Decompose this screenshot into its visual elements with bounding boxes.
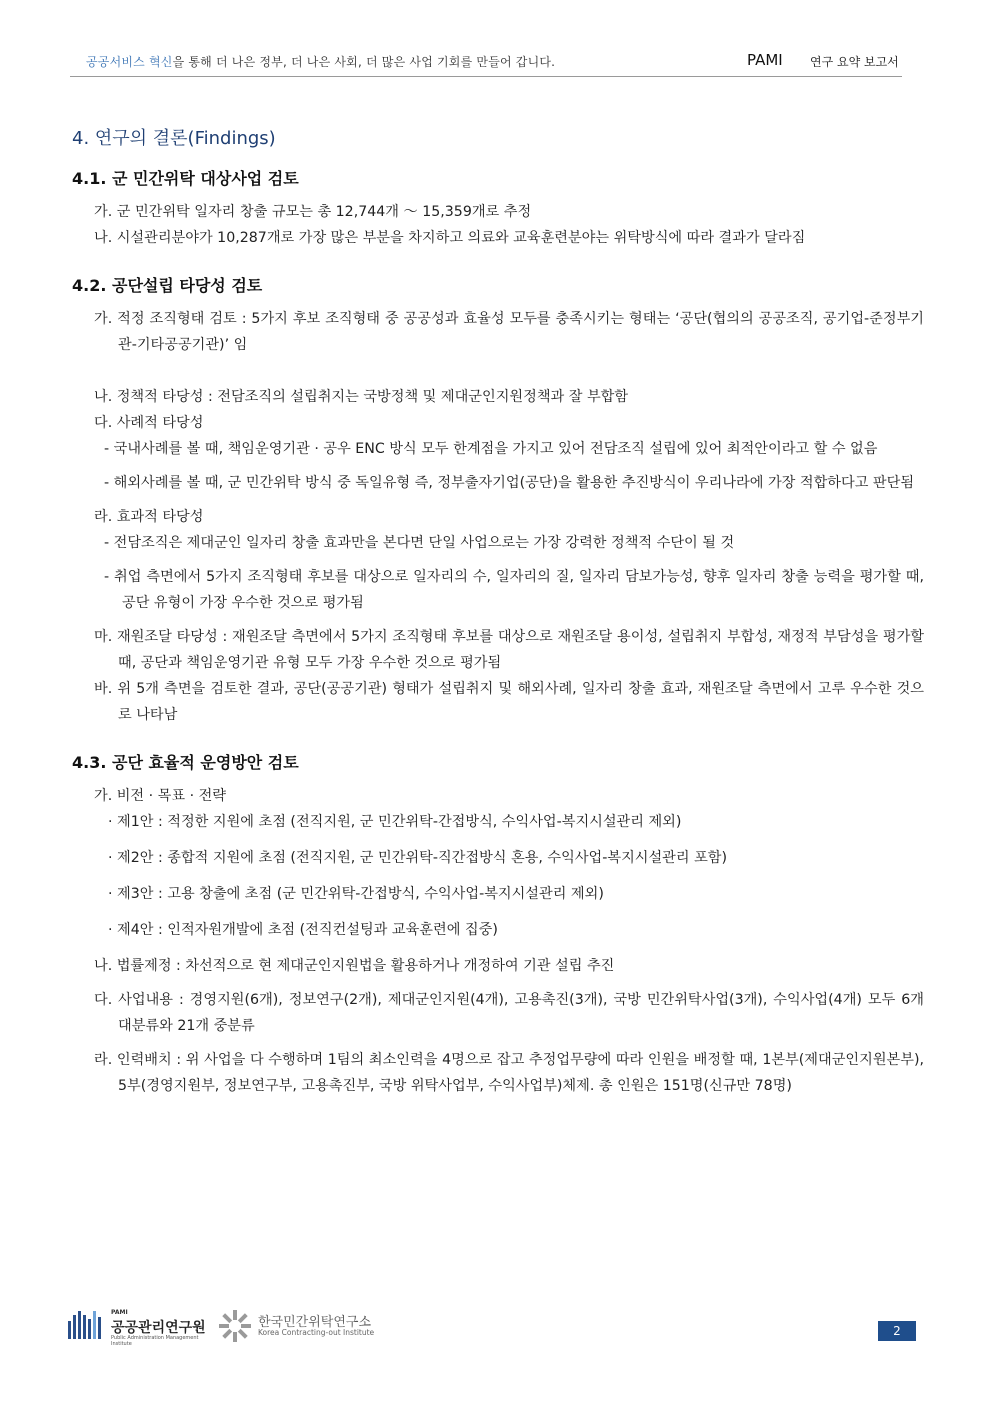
subsection-4-3-title: 4.3. 공단 효율적 운영방안 검토: [72, 753, 299, 772]
s43-ga-option-2: · 제2안 : 종합적 지원에 초점 (전직지원, 군 민간위탁-직간접방식 혼용, 수익사업-복지시설관리 포함): [108, 850, 728, 866]
pami-logo-small-text: PAMI: [111, 1309, 128, 1316]
s41-item-ga: 가. 군 민간위탁 일자리 창출 규모는 총 12,744개 ～ 15,359개로 추정: [94, 204, 532, 220]
s42-item-ma: 마. 재원조달 타당성 : 재원조달 측면에서 5가지 조직형태 후보를 대상으로 재원조달 용이성, 설립취지 부합성, 재정적 부담성을 평가할 때, 공단과 책임운영기관 유형 모두 가장 우수한 것으로 평가됨: [94, 629, 924, 671]
s43-ga-option-3: · 제3안 : 고용 창출에 초점 (군 민간위탁-간접방식, 수익사업-복지시설관리 제외): [108, 886, 604, 902]
s43-item-ra: 라. 인력배치 : 위 사업을 다 수행하며 1팀의 최소인력을 4명으로 잡고 추정업무량에 따라 인원을 배정할 때, 1본부(제대군인지원본부), 5부(경영지원부, 정보연구부, 고용촉진부, 국방 위탁사업부, 수익사업부)체제. 총 인원은 151명(신규만 78명): [94, 1052, 924, 1094]
s42-item-ga: 가. 적정 조직형태 검토 : 5가지 후보 조직형태 중 공공성과 효율성 모두를 충족시키는 형태는 ‘공단(협의의 공공조직, 공기업-준정부기관-기타공공기관)’ 임: [94, 311, 924, 353]
s42-item-na: 나. 정책적 타당성 : 전담조직의 설립취지는 국방정책 및 제대군인지원정책과 잘 부합함: [94, 389, 629, 405]
document-body: [72, 124, 924, 1099]
s42-item-da: 다. 사례적 타당성: [94, 415, 204, 431]
s41-item-na: 나. 시설관리분야가 10,287개로 가장 많은 부분을 차지하고 의료와 교육훈련분야는 위탁방식에 따라 결과가 달라짐: [94, 230, 806, 246]
s43-item-ga: 가. 비전 · 목표 · 전략: [94, 788, 227, 804]
pami-bars-icon: [68, 1311, 103, 1339]
pami-logo: [68, 1309, 218, 1347]
page-number: 2: [878, 1321, 916, 1341]
s42-item-ba: 바. 위 5개 측면을 검토한 결과, 공단(공공기관) 형태가 설립취지 및 해외사례, 일자리 창출 효과, 재원조달 측면에서 고루 우수한 것으로 나타남: [94, 681, 924, 723]
header-report-type: 연구 요약 보고서: [810, 55, 899, 69]
star-burst-icon: [218, 1309, 252, 1343]
s42-ra-sub-2: - 취업 측면에서 5가지 조직형태 후보를 대상으로 일자리의 수, 일자리의 질, 일자리 담보가능성, 향후 일자리 창출 능력을 평가할 때, 공단 유형이 가장 우수한 것으로 평가됨: [104, 569, 924, 611]
tagline-rest: 을 통해 더 나은 정부, 더 나은 사회, 더 많은 사업 기회를 만들어 갑니다.: [172, 55, 556, 69]
section-title: 4. 연구의 결론(Findings): [72, 128, 276, 149]
s43-item-na: 나. 법률제정 : 차선적으로 현 제대군인지원법을 활용하거나 개정하여 기관 설립 추진: [94, 958, 615, 974]
tagline-highlight: 공공서비스 혁신: [86, 55, 173, 69]
header-tagline: [86, 53, 555, 70]
page-header: [70, 50, 902, 77]
page-footer: [68, 1305, 920, 1345]
s42-ra-sub-1: - 전담조직은 제대군인 일자리 창출 효과만을 본다면 단일 사업으로는 가장 강력한 정책적 수단이 될 것: [104, 535, 735, 551]
subsection-4-2-title: 4.2. 공단설립 타당성 검토: [72, 276, 263, 295]
s43-ga-option-4: · 제4안 : 인적자원개발에 초점 (전직컨설팅과 교육훈련에 집중): [108, 922, 498, 938]
kci-logo-subtitle: Korea Contracting-out Institute: [258, 1328, 375, 1337]
s43-item-da: 다. 사업내용 : 경영지원(6개), 정보연구(2개), 제대군인지원(4개), 고용촉진(3개), 국방 민간위탁사업(3개), 수익사업(4개) 모두 6개 대분류와 21개 중분류: [94, 992, 924, 1034]
s43-ga-option-1: · 제1안 : 적정한 지원에 초점 (전직지원, 군 민간위탁-간접방식, 수익사업-복지시설관리 제외): [108, 814, 682, 830]
s42-da-sub-1: - 국내사례를 볼 때, 책임운영기관 · 공우 ENC 방식 모두 한계점을 가지고 있어 전담조직 설립에 있어 최적안이라고 할 수 없음: [104, 441, 878, 457]
s42-item-ra: 라. 효과적 타당성: [94, 509, 204, 525]
header-brand: PAMI: [747, 51, 783, 69]
kci-logo: [218, 1309, 418, 1343]
subsection-4-1-title: 4.1. 군 민간위탁 대상사업 검토: [72, 169, 299, 188]
pami-logo-name: 공공관리연구원: [111, 1320, 206, 1336]
pami-logo-subtitle: Public Administration Management Institute: [111, 1335, 199, 1347]
s42-da-sub-2: - 해외사례를 볼 때, 군 민간위탁 방식 중 독일유형 즉, 정부출자기업(공단)을 활용한 추진방식이 우리나라에 가장 적합하다고 판단됨: [104, 475, 915, 491]
kci-logo-name: 한국민간위탁연구소: [258, 1315, 372, 1330]
